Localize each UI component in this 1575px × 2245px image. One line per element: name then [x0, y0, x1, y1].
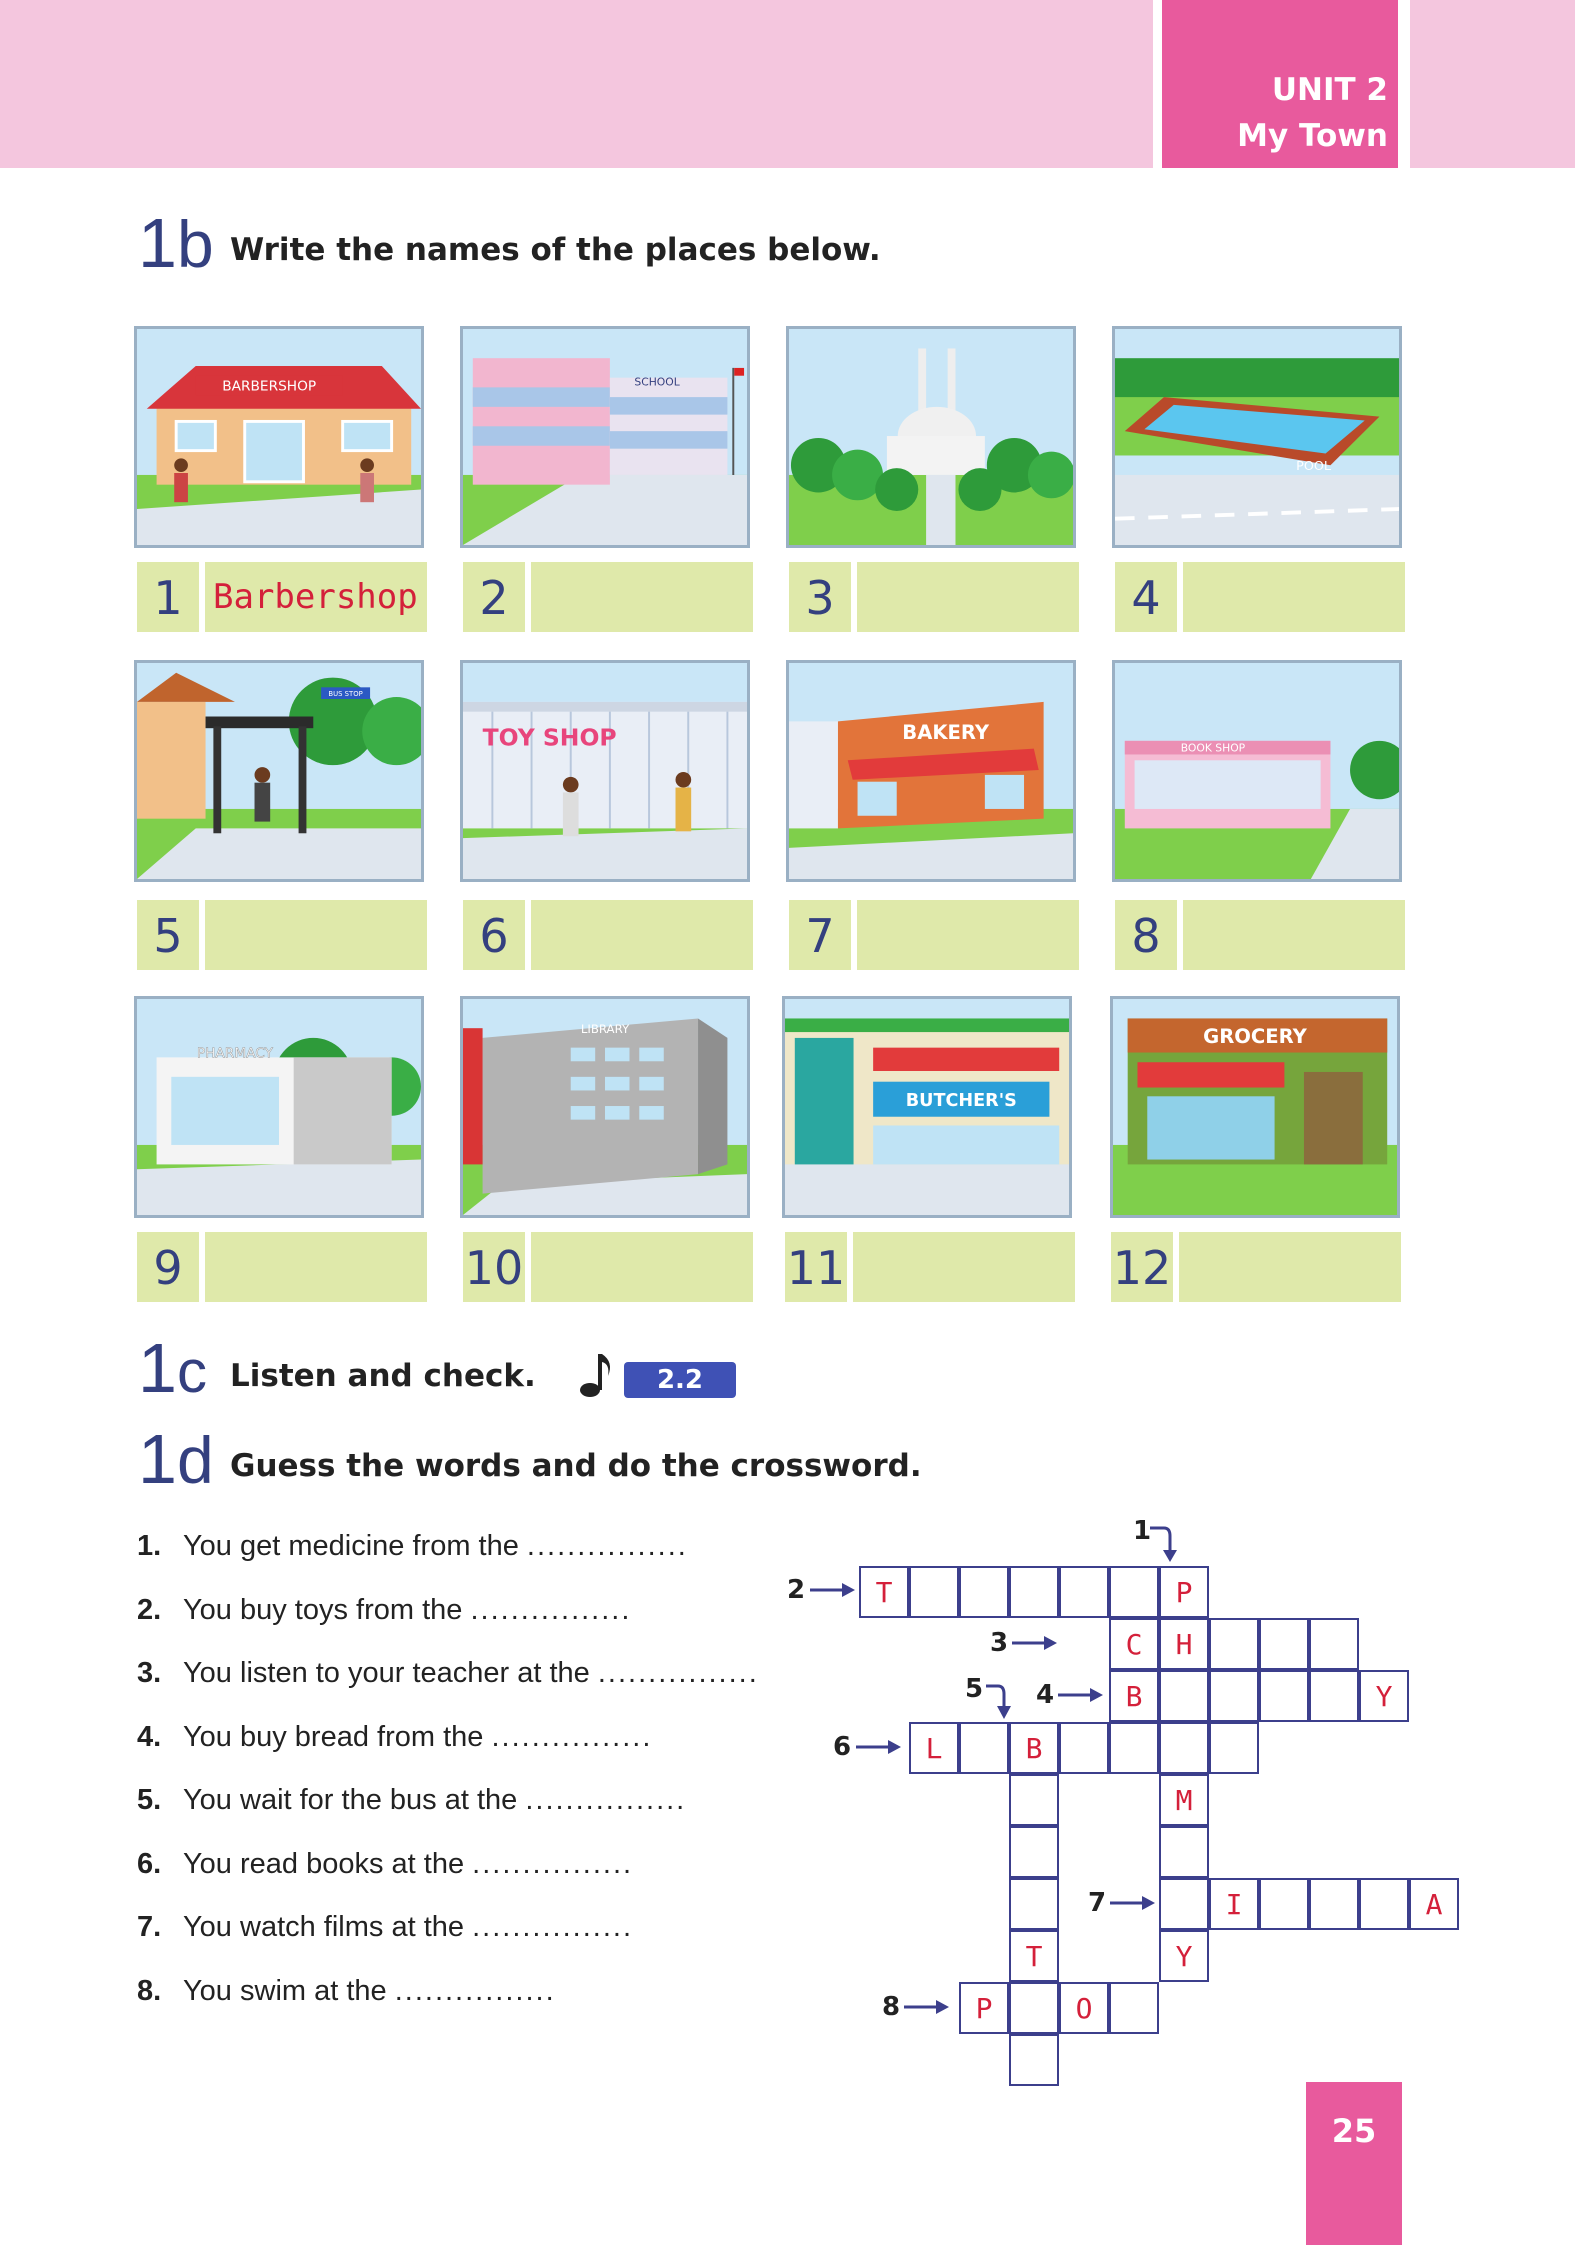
item-number: 6 [463, 900, 525, 970]
crossword-number-8: 8 [882, 1992, 901, 2022]
section-number: 1 [138, 1420, 177, 1498]
picture-grocery [1110, 996, 1400, 1218]
crossword-cell[interactable] [1209, 1670, 1259, 1722]
answer-field-11[interactable] [853, 1232, 1075, 1302]
crossword-number-5: 5 [965, 1674, 984, 1704]
crossword-cell[interactable] [1159, 1878, 1209, 1930]
crossword-cell[interactable] [1209, 1722, 1259, 1774]
clue-number: 3. [137, 1657, 162, 1689]
crossword-cell[interactable]: P [959, 1982, 1009, 2034]
item-number: 8 [1115, 900, 1177, 970]
clue-blank[interactable]: ................ [526, 1530, 688, 1562]
crossword-cell[interactable]: B [1009, 1722, 1059, 1774]
clue-blank[interactable]: ................ [472, 1848, 634, 1880]
music-note-icon[interactable] [578, 1350, 618, 1400]
crossword-cell[interactable] [1009, 1774, 1059, 1826]
answer-field-12[interactable] [1179, 1232, 1401, 1302]
crossword-cell[interactable] [1309, 1878, 1359, 1930]
label-row-7 [789, 900, 1079, 970]
picture-butchers [782, 996, 1072, 1218]
page-number: 25 [1331, 2112, 1377, 2150]
clue-number: 5. [137, 1784, 162, 1816]
picture-book-shop [1112, 660, 1402, 882]
item-number: 11 [785, 1232, 847, 1302]
clue-number: 4. [137, 1721, 162, 1753]
arrow-right-icon [1012, 1633, 1058, 1653]
picture-barbershop [134, 326, 424, 548]
arrow-right-icon [810, 1580, 856, 1600]
label-row-4 [1115, 562, 1405, 632]
section-1c-instruction: Listen and check. [230, 1358, 536, 1394]
clue-text: You get medicine from the [183, 1530, 519, 1562]
crossword-cell[interactable]: I [1209, 1878, 1259, 1930]
picture-library [460, 996, 750, 1218]
grocery-sign: GROCERY [1203, 1024, 1307, 1048]
crossword-cell[interactable] [1009, 1982, 1059, 2034]
crossword-cell[interactable] [1359, 1878, 1409, 1930]
clue-text: You watch films at the [183, 1911, 465, 1943]
crossword-cell[interactable] [1009, 1566, 1059, 1618]
crossword-cell[interactable] [1259, 1670, 1309, 1722]
label-row-11 [785, 1232, 1075, 1302]
clue-blank[interactable]: ................ [597, 1657, 759, 1689]
arrow-right-icon [1110, 1893, 1156, 1913]
label-row-12 [1111, 1232, 1401, 1302]
toy-shop-sign: TOY SHOP [482, 723, 617, 752]
section-1b-instruction: Write the names of the places below. [230, 232, 881, 268]
crossword-cell[interactable]: H [1159, 1618, 1209, 1670]
clue-7 [137, 1911, 633, 1944]
crossword-cell[interactable]: T [859, 1566, 909, 1618]
crossword-number-6: 6 [833, 1732, 852, 1762]
crossword-cell[interactable] [1109, 1722, 1159, 1774]
picture-school [460, 326, 750, 548]
bus-stop-sign: BUS STOP [328, 690, 363, 699]
answer-field-5[interactable] [205, 900, 427, 970]
picture-bakery [786, 660, 1076, 882]
arrow-right-icon [904, 1997, 950, 2017]
clue-text: You buy toys from the [183, 1594, 463, 1626]
crossword-cell[interactable] [1059, 1722, 1109, 1774]
crossword-number-1: 1 [1133, 1516, 1152, 1546]
crossword-cell[interactable] [1109, 1982, 1159, 2034]
answer-field-2[interactable] [531, 562, 753, 632]
crossword-cell[interactable]: C [1109, 1618, 1159, 1670]
crossword-cell[interactable]: L [909, 1722, 959, 1774]
section-letter: d [176, 1423, 214, 1497]
crossword-number-7: 7 [1088, 1888, 1107, 1918]
crossword-cell[interactable] [959, 1722, 1009, 1774]
label-row-3 [789, 562, 1079, 632]
item-number: 10 [463, 1232, 525, 1302]
crossword-cell[interactable] [1159, 1670, 1209, 1722]
library-sign: LIBRARY [580, 1022, 630, 1037]
crossword-cell[interactable] [1259, 1878, 1309, 1930]
clue-blank[interactable]: ................ [491, 1721, 653, 1753]
section-letter: b [176, 207, 214, 281]
clue-1 [137, 1530, 688, 1563]
unit-label: UNIT 2 [1271, 72, 1388, 108]
section-number: 1 [138, 204, 177, 282]
picture-toy-shop [460, 660, 750, 882]
item-number: 7 [789, 900, 851, 970]
answer-field-6[interactable] [531, 900, 753, 970]
label-row-9 [137, 1232, 427, 1302]
clue-5 [137, 1784, 686, 1817]
butchers-sign: BUTCHER'S [905, 1091, 1017, 1112]
unit-topic: My Town [1237, 118, 1388, 154]
label-row-1 [137, 562, 427, 632]
crossword-cell[interactable] [909, 1566, 959, 1618]
label-row-2 [463, 562, 753, 632]
pool-sign: POOL [1296, 458, 1331, 474]
clue-8 [137, 1975, 556, 2008]
clue-text: You swim at the [183, 1975, 387, 2007]
clue-blank[interactable]: ................ [394, 1975, 556, 2007]
label-row-10 [463, 1232, 753, 1302]
answer-field-7[interactable] [857, 900, 1079, 970]
crossword-number-4: 4 [1036, 1680, 1055, 1710]
crossword-cell[interactable] [1159, 1826, 1209, 1878]
clue-text: You listen to your teacher at the [183, 1657, 590, 1689]
clue-4 [137, 1721, 652, 1754]
answer-field-3[interactable] [857, 562, 1079, 632]
answer-field-9[interactable] [205, 1232, 427, 1302]
crossword-cell[interactable] [1309, 1670, 1359, 1722]
clue-number: 8. [137, 1975, 162, 2007]
crossword-cell[interactable]: T [1009, 1930, 1059, 1982]
crossword-cell[interactable]: B [1109, 1670, 1159, 1722]
crossword-cell[interactable] [1009, 1878, 1059, 1930]
picture-pharmacy [134, 996, 424, 1218]
crossword-cell[interactable]: A [1409, 1878, 1459, 1930]
item-number: 4 [1115, 562, 1177, 632]
clue-text: You buy bread from the [183, 1721, 484, 1753]
picture-mosque [786, 326, 1076, 548]
arrow-right-icon [1058, 1685, 1104, 1705]
clue-2 [137, 1594, 631, 1627]
answer-field-10[interactable] [531, 1232, 753, 1302]
item-number: 12 [1111, 1232, 1173, 1302]
clue-blank[interactable]: ................ [472, 1911, 634, 1943]
section-number: 1 [138, 1329, 177, 1407]
clue-number: 1. [137, 1530, 162, 1562]
page-number-tab [1306, 2082, 1402, 2245]
answer-field-8[interactable] [1183, 900, 1405, 970]
picture-bus-stop [134, 660, 424, 882]
school-sign: SCHOOL [634, 375, 680, 389]
crossword-cell[interactable] [1009, 1826, 1059, 1878]
answer-field-1[interactable]: Barbershop [205, 562, 427, 632]
clue-number: 6. [137, 1848, 162, 1880]
section-1d-instruction: Guess the words and do the crossword. [230, 1448, 922, 1484]
crossword-cell[interactable] [1009, 2034, 1059, 2086]
crossword-cell[interactable]: P [1159, 1566, 1209, 1618]
section-1d-heading [138, 1420, 214, 1498]
answer-field-4[interactable] [1183, 562, 1405, 632]
audio-track-badge[interactable]: 2.2 [624, 1362, 736, 1398]
label-row-6 [463, 900, 753, 970]
item-number: 5 [137, 900, 199, 970]
crossword-cell[interactable] [959, 1566, 1009, 1618]
item-number: 2 [463, 562, 525, 632]
item-number: 3 [789, 562, 851, 632]
crossword-number-3: 3 [990, 1628, 1009, 1658]
section-1c-heading [138, 1329, 207, 1407]
label-row-5 [137, 900, 427, 970]
clue-3 [137, 1657, 759, 1690]
bakery-sign: BAKERY [902, 720, 990, 744]
crossword-cell[interactable] [1209, 1618, 1259, 1670]
barbershop-sign: BARBERSHOP [222, 378, 317, 395]
section-1b-heading [138, 204, 214, 282]
crossword-cell[interactable]: O [1059, 1982, 1109, 2034]
picture-pool [1112, 326, 1402, 548]
crossword-cell[interactable]: Y [1159, 1930, 1209, 1982]
arrow-down-icon [1148, 1524, 1178, 1564]
clue-number: 7. [137, 1911, 162, 1943]
crossword-cell[interactable] [1259, 1618, 1309, 1670]
clue-text: You read books at the [183, 1848, 465, 1880]
section-letter: c [176, 1338, 207, 1405]
clue-6 [137, 1848, 633, 1881]
item-number: 1 [137, 562, 199, 632]
clue-blank[interactable]: ................ [525, 1784, 687, 1816]
crossword-cell[interactable] [1309, 1618, 1359, 1670]
clue-number: 2. [137, 1594, 162, 1626]
clue-text: You wait for the bus at the [183, 1784, 518, 1816]
crossword-cell[interactable] [1159, 1722, 1209, 1774]
arrow-right-icon [856, 1737, 902, 1757]
arrow-down-icon [984, 1682, 1024, 1722]
pharmacy-sign: PHARMACY [196, 1045, 273, 1062]
crossword-number-2: 2 [787, 1575, 806, 1605]
book-shop-sign: BOOK SHOP [1180, 741, 1246, 755]
crossword-cell[interactable]: Y [1359, 1670, 1409, 1722]
clue-blank[interactable]: ................ [470, 1594, 632, 1626]
crossword-cell[interactable] [1109, 1566, 1159, 1618]
label-row-8 [1115, 900, 1405, 970]
crossword-cell[interactable] [1059, 1566, 1109, 1618]
crossword-cell[interactable]: M [1159, 1774, 1209, 1826]
header-divider [1398, 0, 1410, 168]
item-number: 9 [137, 1232, 199, 1302]
